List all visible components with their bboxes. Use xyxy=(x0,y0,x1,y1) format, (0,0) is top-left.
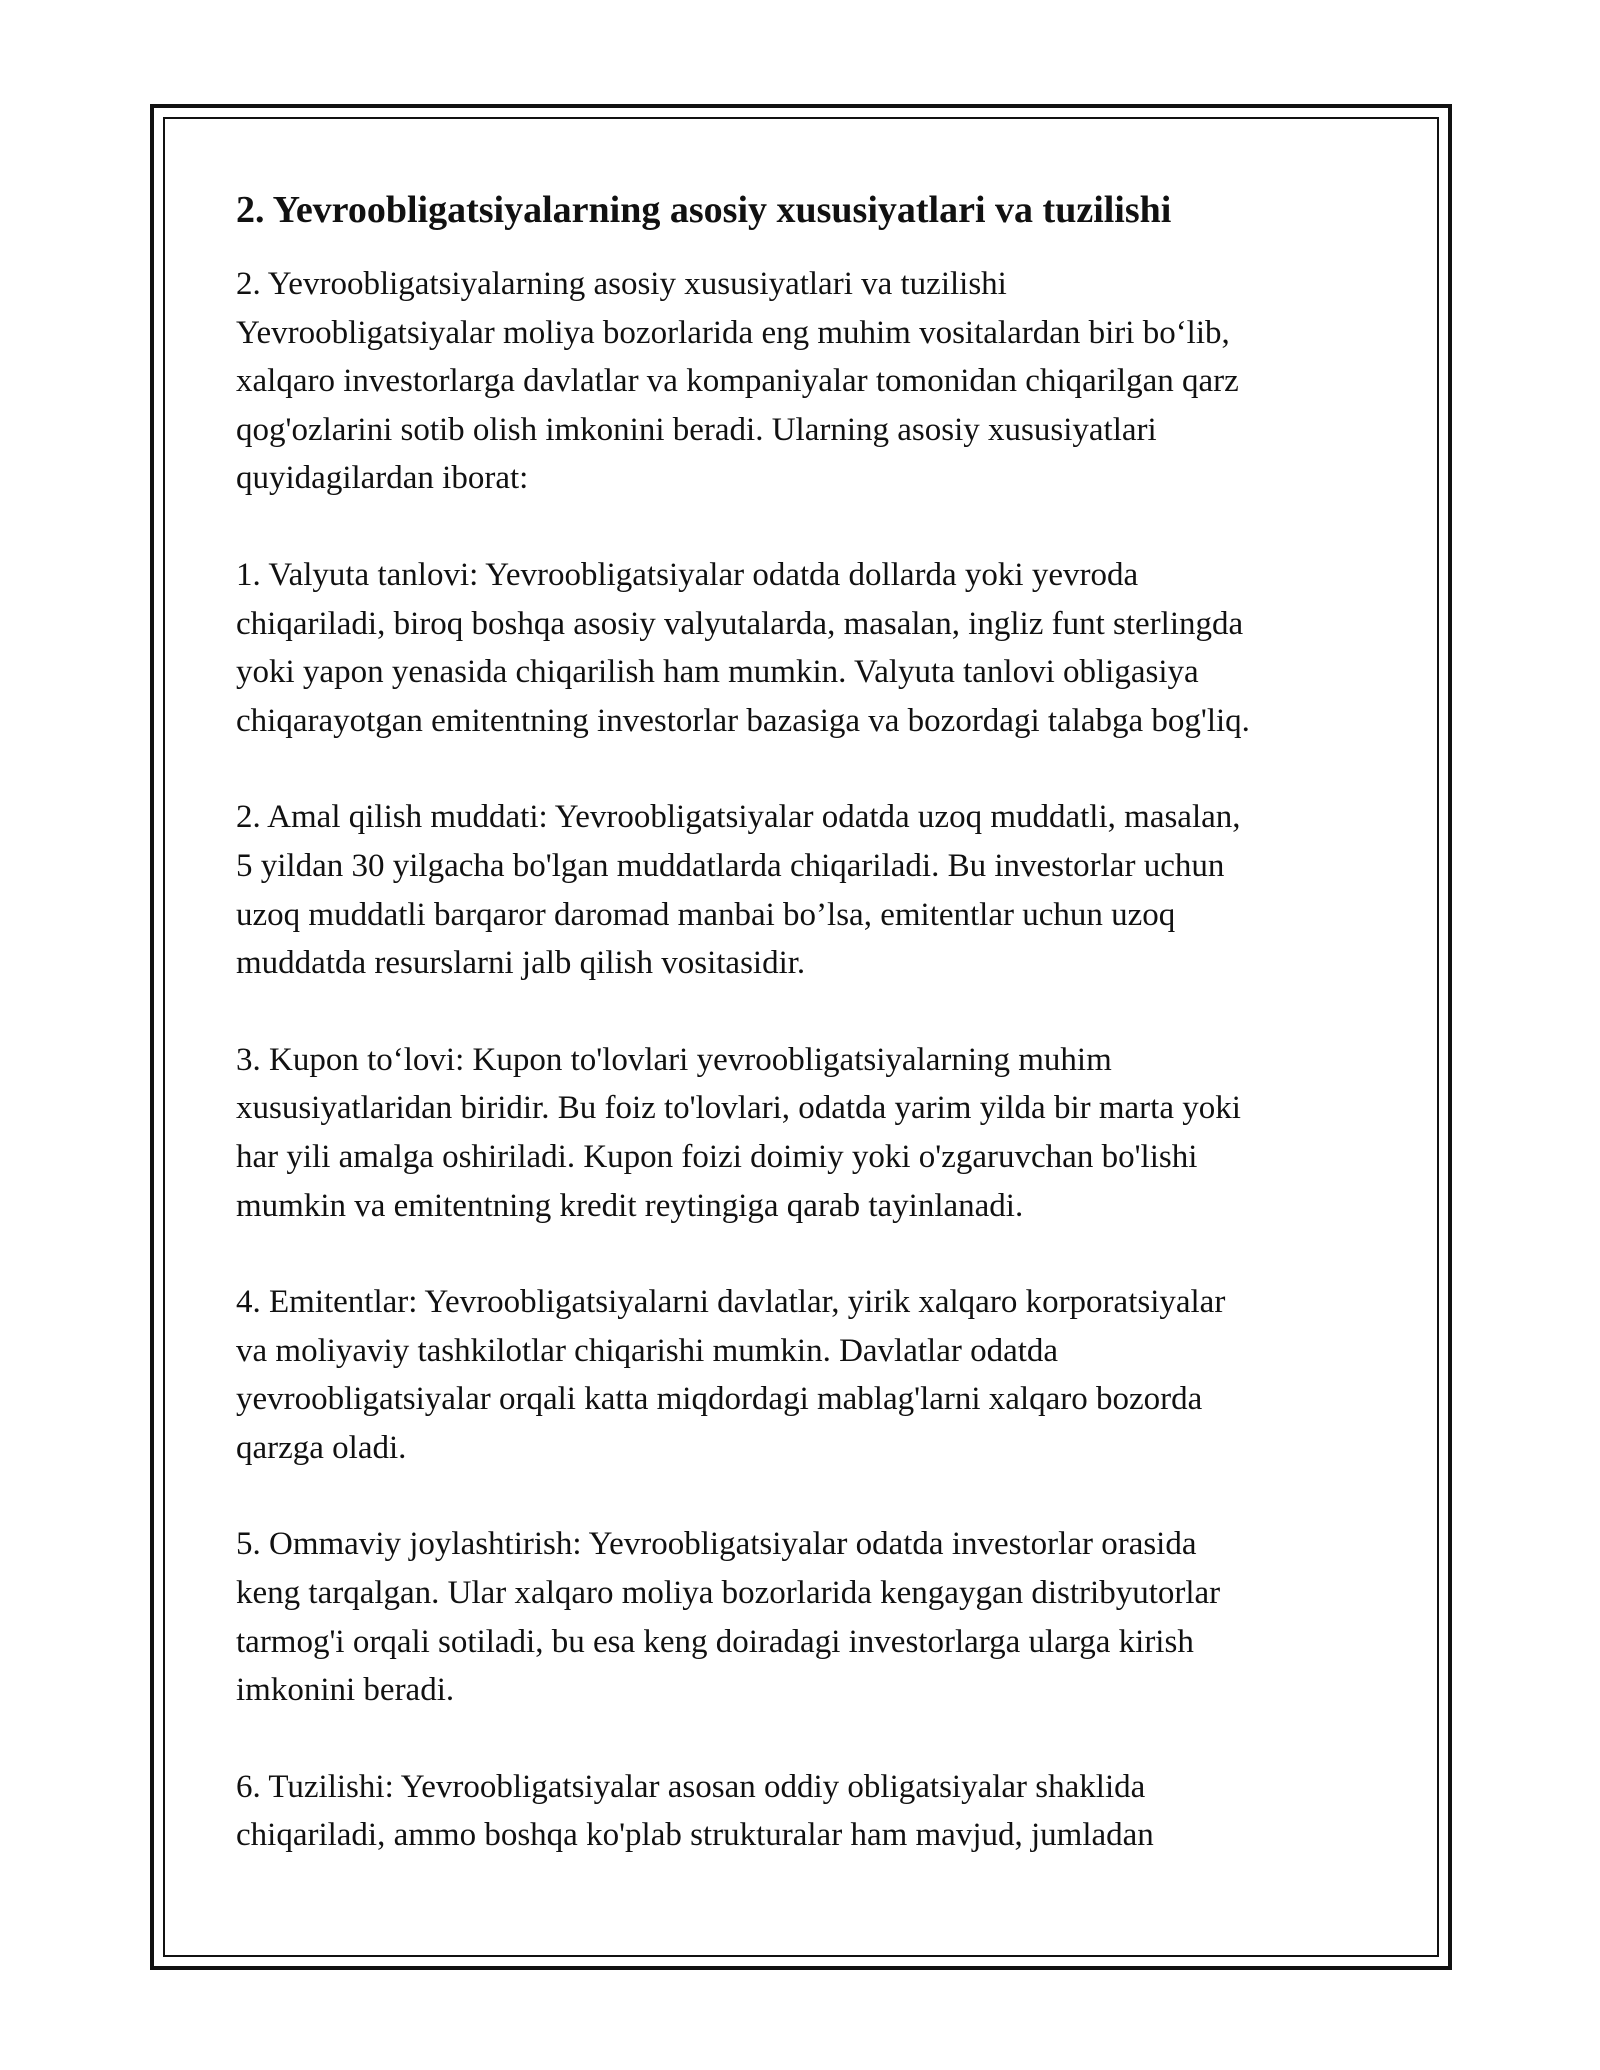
paragraph-line: 5. Ommaviy joylashtirish: Yevroobligatsiyalar odatda investorlar orasida xyxy=(236,1526,1197,1563)
item-paragraph-placement xyxy=(236,1520,1396,1714)
paragraph-line: 3. Kupon to‘lovi: Kupon to'lovlari yevroobligatsiyalarning muhim xyxy=(236,1041,1112,1078)
paragraph-line: chiqariladi, biroq boshqa asosiy valyutalarda, masalan, ingliz funt sterlingda xyxy=(236,605,1244,642)
intro-line: xalqaro investorlarga davlatlar va kompaniyalar tomonidan chiqarilgan qarz xyxy=(236,363,1239,400)
paragraph-line: muddatda resurslarni jalb qilish vositasidir. xyxy=(236,945,806,982)
item-paragraph-issuers xyxy=(236,1278,1396,1472)
paragraph-line: chiqariladi, ammo boshqa ko'plab strukturalar ham mavjud, jumladan xyxy=(236,1817,1154,1854)
paragraph-line: imkonini beradi. xyxy=(236,1672,455,1709)
paragraph-line: har yili amalga oshiriladi. Kupon foizi doimiy yoki o'zgaruvchan bo'lishi xyxy=(236,1138,1198,1175)
paragraph-line: 1. Valyuta tanlovi: Yevroobligatsiyalar odatda dollarda yoki yevroda xyxy=(236,556,1139,593)
paragraph-line: 5 yildan 30 yilgacha bo'lgan muddatlarda chiqariladi. Bu investorlar uchun xyxy=(236,847,1225,884)
intro-line: qog'ozlarini sotib olish imkonini beradi. Ularning asosiy xususiyatlari xyxy=(236,411,1157,448)
paragraph-line: xususiyatlaridan biridir. Bu foiz to'lovlari, odatda yarim yilda bir marta yoki xyxy=(236,1090,1241,1127)
paragraph-line: qarzga oladi. xyxy=(236,1429,407,1466)
paragraph-line: 4. Emitentlar: Yevroobligatsiyalarni davlatlar, yirik xalqaro korporatsiyalar xyxy=(236,1284,1226,1321)
paragraph-line: yoki yapon yenasida chiqarilish ham mumkin. Valyuta tanlovi obligasiya xyxy=(236,654,1199,691)
paragraph-line: keng tarqalgan. Ular xalqaro moliya bozorlarida kengaygan distribyutorlar xyxy=(236,1575,1221,1612)
intro-line: quyidagilardan iborat: xyxy=(236,460,529,497)
paragraph-line: mumkin va emitentning kredit reytingiga qarab tayinlanadi. xyxy=(236,1187,1024,1224)
item-paragraph-currency xyxy=(236,551,1396,745)
paragraph-line: 6. Tuzilishi: Yevroobligatsiyalar asosan oddiy obligatsiyalar shaklida xyxy=(236,1768,1146,1805)
paragraph-line: uzoq muddatli barqaror daromad manbai bo’lsa, emitentlar uchun uzoq xyxy=(236,896,1176,933)
intro-line: 2. Yevroobligatsiyalarning asosiy xususiyatlari va tuzilishi xyxy=(236,266,1007,302)
section-heading: 2. Yevroobligatsiyalarning asosiy xususiyatlari va tuzilishi xyxy=(236,189,1172,231)
item-paragraph-coupon xyxy=(236,1036,1396,1230)
paragraph-line: 2. Amal qilish muddati: Yevroobligatsiyalar odatda uzoq muddatli, masalan, xyxy=(236,799,1241,836)
paragraph-line: va moliyaviy tashkilotlar chiqarishi mumkin. Davlatlar odatda xyxy=(236,1332,1059,1369)
document-content xyxy=(236,186,1396,1908)
item-paragraph-structure xyxy=(236,1763,1396,1860)
intro-line: Yevroobligatsiyalar moliya bozorlarida eng muhim vositalardan biri bo‘lib, xyxy=(236,314,1230,351)
paragraph-line: chiqarayotgan emitentning investorlar bazasiga va bozordagi talabga bog'liq. xyxy=(236,702,1250,739)
item-paragraph-maturity xyxy=(236,793,1396,987)
intro-paragraph xyxy=(236,260,1396,503)
paragraph-line: tarmog'i orqali sotiladi, bu esa keng doiradagi investorlarga ularga kirish xyxy=(236,1623,1194,1660)
paragraph-line: yevroobligatsiyalar orqali katta miqdordagi mablag'larni xalqaro bozorda xyxy=(236,1381,1203,1418)
